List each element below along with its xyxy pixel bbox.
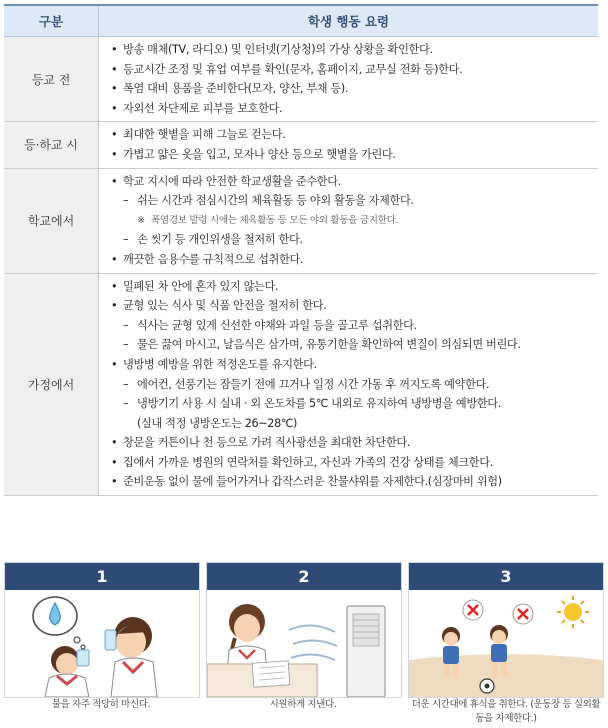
line-text: 폭염경보 발령 시에는 체육활동 등 모든 야외 활동을 금지한다. <box>151 214 399 226</box>
sub-item <box>107 394 594 414</box>
line-marker: – <box>123 318 129 332</box>
line-marker: – <box>123 377 129 391</box>
line-marker: • <box>111 62 118 76</box>
panel-number: 2 <box>207 563 401 590</box>
bullet-item <box>107 453 594 473</box>
table-row <box>4 122 598 168</box>
category-cell: 등교 전 <box>4 37 99 122</box>
line-text: 물은 끓여 마시고, 날음식은 삼가며, 유통기한을 확인하여 변질이 의심되면 버린다. <box>137 338 521 352</box>
line-text: 식사는 균형 있게 신선한 야채와 과일 등을 골고루 섭취한다. <box>137 318 417 332</box>
water-cup <box>77 650 89 666</box>
line-marker: • <box>111 43 118 56</box>
illustration-panel-3 <box>408 562 604 698</box>
table-row <box>4 168 598 273</box>
table-row <box>4 273 598 496</box>
category-cell: 가정에서 <box>4 273 99 496</box>
line-text: 자외선 차단제로 피부를 보호한다. <box>123 101 283 115</box>
line-text: 최대한 햇볕을 피해 그늘로 걷는다. <box>123 128 286 142</box>
line-text: 방송 매체(TV, 라디오) 및 인터넷(기상청)의 가상 상황을 확인한다. <box>123 43 433 56</box>
line-marker: • <box>111 299 118 313</box>
bullet-item <box>107 172 594 192</box>
notebook <box>252 661 290 687</box>
guideline-cell <box>99 168 599 273</box>
illustration-caption-1: 물을 자주 적당히 마신다. <box>51 699 151 710</box>
heat-wave-guide-table <box>4 4 598 496</box>
line-marker: • <box>111 279 118 293</box>
table-header-row <box>4 5 598 37</box>
header-category: 구분 <box>4 5 99 37</box>
bullet-item <box>107 40 594 60</box>
line-text: 집에서 가까운 병원의 연락처를 확인하고, 자신과 가족의 건강 상태를 체크한다. <box>123 455 493 469</box>
bullet-item <box>107 125 594 145</box>
note-item <box>107 211 594 231</box>
line-text: 가볍고 얇은 옷을 입고, 모자나 양산 등으로 햇볕을 가린다. <box>123 147 396 161</box>
illustration-caption-2: 시원하게 지낸다. <box>269 699 337 710</box>
line-marker: • <box>111 101 118 115</box>
panel-number: 1 <box>5 563 199 590</box>
line-marker: • <box>111 252 118 266</box>
sub-item <box>107 230 594 250</box>
drinking-water-illustration <box>5 590 199 697</box>
line-text: 학교 지시에 따라 안전한 학교생활을 준수한다. <box>123 174 341 188</box>
line-text: 에어컨, 선풍기는 잠들기 전에 끄거나 일정 시간 가동 후 꺼지도록 예약한다. <box>137 377 490 391</box>
continuation-line <box>107 414 594 434</box>
bullet-item <box>107 79 594 99</box>
line-marker: • <box>111 147 118 161</box>
table-row <box>4 37 598 122</box>
line-text: 폭염 대비 용품을 준비한다(모자, 양산, 부채 등). <box>123 82 349 96</box>
line-marker: • <box>111 436 118 450</box>
illustration-panel-2 <box>206 562 402 698</box>
bullet-item <box>107 250 594 270</box>
line-marker: – <box>123 397 129 411</box>
bullet-item <box>107 60 594 80</box>
illustration-caption-3: 더운 시간대에 휴식을 취한다. (운동장 등 실외활동을 자제한다.) <box>411 699 601 724</box>
line-text: 깨끗한 음용수를 규칙적으로 섭취한다. <box>123 252 304 266</box>
line-marker: • <box>111 128 118 142</box>
line-text: 균형 있는 식사 및 식품 안전을 철저히 한다. <box>123 299 327 313</box>
sub-item <box>107 335 594 355</box>
line-marker: • <box>111 357 118 371</box>
line-marker: – <box>123 194 129 208</box>
line-text: (실내 적정 냉방온도는 26~28℃) <box>137 416 298 430</box>
line-text: 손 씻기 등 개인위생을 철저히 한다. <box>137 233 303 247</box>
line-marker: ※ <box>137 214 145 226</box>
bullet-item <box>107 99 594 119</box>
header-content: 학생 행동 요령 <box>99 5 599 37</box>
illustration-panel-1 <box>4 562 200 698</box>
line-text: 쉬는 시간과 점심시간의 체육활동 등 야외 활동을 자제한다. <box>137 194 414 208</box>
line-text: 밀폐된 차 안에 혼자 있지 않는다. <box>123 279 279 293</box>
line-marker: – <box>123 233 129 247</box>
sub-item <box>107 375 594 395</box>
line-marker: • <box>111 174 118 188</box>
guideline-cell <box>99 273 599 496</box>
line-text: 냉방기기 사용 시 실내 · 외 온도차를 5℃ 내외로 유지하여 냉방병을 예방한다. <box>137 397 501 411</box>
studying-by-air-cooler-illustration <box>207 590 401 697</box>
line-marker: – <box>123 338 129 352</box>
sun-icon <box>564 603 582 621</box>
sub-item <box>107 191 594 211</box>
guideline-cell <box>99 122 599 168</box>
line-marker: • <box>111 455 118 469</box>
guideline-cell <box>99 37 599 122</box>
bullet-item <box>107 277 594 297</box>
bullet-item <box>107 296 594 316</box>
category-cell: 등·하교 시 <box>4 122 99 168</box>
bullet-item <box>107 145 594 165</box>
bullet-item <box>107 433 594 453</box>
line-marker: • <box>111 82 118 96</box>
line-text: 창문을 커튼이나 천 등으로 가려 직사광선을 최대한 차단한다. <box>123 436 411 450</box>
category-cell: 학교에서 <box>4 168 99 273</box>
no-outdoor-soccer-illustration <box>409 590 603 697</box>
sub-item <box>107 316 594 336</box>
line-text: 등교시간 조정 및 휴업 여부를 확인(문자, 홈페이지, 교무실 전화 등)한다. <box>123 62 463 76</box>
line-text: 냉방병 예방을 위한 적정온도를 유지한다. <box>123 357 317 371</box>
bullet-item <box>107 472 594 492</box>
panel-number: 3 <box>409 563 603 590</box>
bullet-item <box>107 355 594 375</box>
line-text: 준비운동 없이 물에 들어가거나 갑작스러운 찬물샤워를 자제한다.(심장마비 위험) <box>123 475 502 489</box>
line-marker: • <box>111 475 118 489</box>
